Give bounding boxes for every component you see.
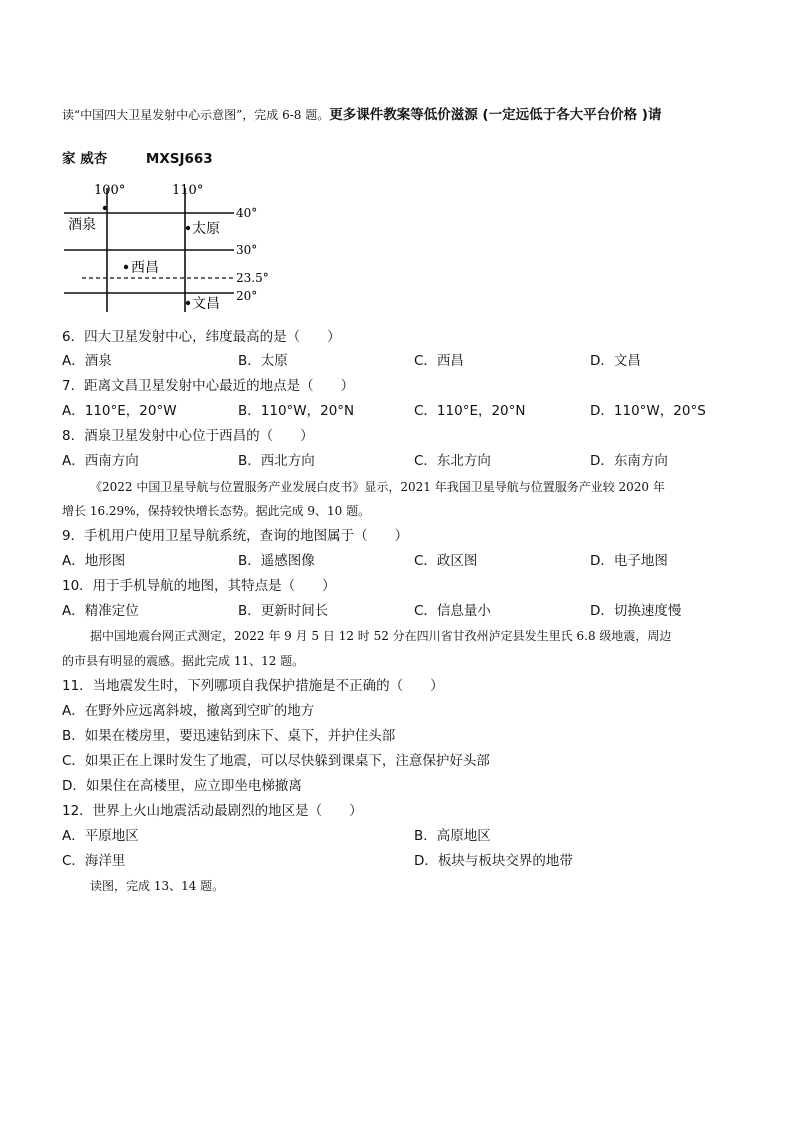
passage-1-line-2: 增长 16.29%，保持较快增长态势。据此完成 9、10 题。 <box>62 504 371 518</box>
q10-option-b[interactable]: B．更新时间长 <box>238 603 329 619</box>
question-11: 11．当地震发生时，下列哪项自我保护措施是不正确的（ ） <box>62 678 444 694</box>
q12-option-d[interactable]: D．板块与板块交界的地带 <box>414 853 573 869</box>
xichang-dot <box>124 265 128 269</box>
q6-option-b[interactable]: B．太原 <box>238 353 288 369</box>
q10-option-c[interactable]: C．信息量小 <box>414 603 491 619</box>
q6-option-a[interactable]: A．酒泉 <box>62 353 112 369</box>
taiyuan-dot <box>186 226 190 230</box>
q7-option-d[interactable]: D．110°W，20°S <box>590 403 706 419</box>
passage-2-line-2: 的市县有明显的震感。据此完成 11、12 题。 <box>62 654 305 668</box>
question-8: 8．酒泉卫星发射中心位于西昌的（ ） <box>62 428 314 444</box>
intro-line <box>62 106 661 124</box>
q8-option-d[interactable]: D．东南方向 <box>590 453 668 469</box>
q7-option-c[interactable]: C．110°E，20°N <box>414 403 526 419</box>
lat-label-30: 30° <box>236 243 258 257</box>
question-6: 6．四大卫星发射中心，纬度最高的是（ ） <box>62 329 341 345</box>
place-jiuquan: 酒泉 <box>68 217 96 233</box>
question-7: 7．距离文昌卫星发射中心最近的地点是（ ） <box>62 378 355 394</box>
promo-text-2: 家 威杏 <box>62 151 108 167</box>
promo-text: 更多课件教案等低价滋源 (一定远低于各大平台价格 )请 <box>329 107 662 123</box>
q11-option-a[interactable]: A．在野外应远离斜坡，撤离到空旷的地方 <box>62 703 315 719</box>
q11-option-b[interactable]: B．如果在楼房里，要迅速钻到床下、桌下，并护住头部 <box>62 728 396 744</box>
promo-code: MXSJ663 <box>145 151 213 167</box>
q9-option-d[interactable]: D．电子地图 <box>590 553 668 569</box>
lon-label-110: 110° <box>172 183 204 198</box>
question-9: 9．手机用户使用卫星导航系统，查询的地图属于（ ） <box>62 528 409 544</box>
closing-instruction: 读图，完成 13、14 题。 <box>90 879 225 893</box>
passage-1-line-1: 《2022 中国卫星导航与位置服务产业发展白皮书》显示，2021 年我国卫星导航与位置服务产业较 2020 年 <box>90 480 665 494</box>
q12-option-c[interactable]: C．海洋里 <box>62 853 126 869</box>
question-12: 12．世界上火山地震活动最剧烈的地区是（ ） <box>62 803 363 819</box>
passage-2-line-1: 据中国地震台网正式测定，2022 年 9 月 5 日 12 时 52 分在四川省甘孜州泸定县发生里氏 6.8 级地震，周边 <box>90 629 672 643</box>
intro-text: 读“中国四大卫星发射中心示意图”，完成 6-8 题。 <box>62 108 330 122</box>
q9-option-c[interactable]: C．政区图 <box>414 553 478 569</box>
q8-option-b[interactable]: B．西北方向 <box>238 453 315 469</box>
q10-option-a[interactable]: A．精准定位 <box>62 603 139 619</box>
q9-option-a[interactable]: A．地形图 <box>62 553 126 569</box>
place-wenchang: 文昌 <box>192 296 220 312</box>
promo-line-2 <box>62 150 213 168</box>
lat-label-20: 20° <box>236 289 258 303</box>
q9-option-b[interactable]: B．遥感图像 <box>238 553 315 569</box>
q8-option-c[interactable]: C．东北方向 <box>414 453 491 469</box>
q7-option-a[interactable]: A．110°E，20°W <box>62 403 177 419</box>
place-taiyuan: 太原 <box>192 221 220 237</box>
q8-option-a[interactable]: A．西南方向 <box>62 453 139 469</box>
lat-label-40: 40° <box>236 206 258 220</box>
q11-option-d[interactable]: D．如果住在高楼里，应立即坐电梯撤离 <box>62 778 302 794</box>
lat-label-23-5: 23.5° <box>236 271 269 285</box>
jiuquan-dot <box>103 206 107 210</box>
lon-label-100: 100° <box>94 183 126 198</box>
q6-option-d[interactable]: D．文昌 <box>590 353 641 369</box>
q6-option-c[interactable]: C．西昌 <box>414 353 464 369</box>
q7-option-b[interactable]: B．110°W，20°N <box>238 403 355 419</box>
place-xichang: 西昌 <box>131 260 159 276</box>
q11-option-c[interactable]: C．如果正在上课时发生了地震，可以尽快躲到课桌下，注意保护好头部 <box>62 753 490 769</box>
wenchang-dot <box>186 301 190 305</box>
q12-option-a[interactable]: A．平原地区 <box>62 828 139 844</box>
q10-option-d[interactable]: D．切换速度慢 <box>590 603 682 619</box>
q12-option-b[interactable]: B．高原地区 <box>414 828 491 844</box>
launch-center-map <box>64 176 276 316</box>
question-10: 10．用于手机导航的地图，其特点是（ ） <box>62 578 336 594</box>
